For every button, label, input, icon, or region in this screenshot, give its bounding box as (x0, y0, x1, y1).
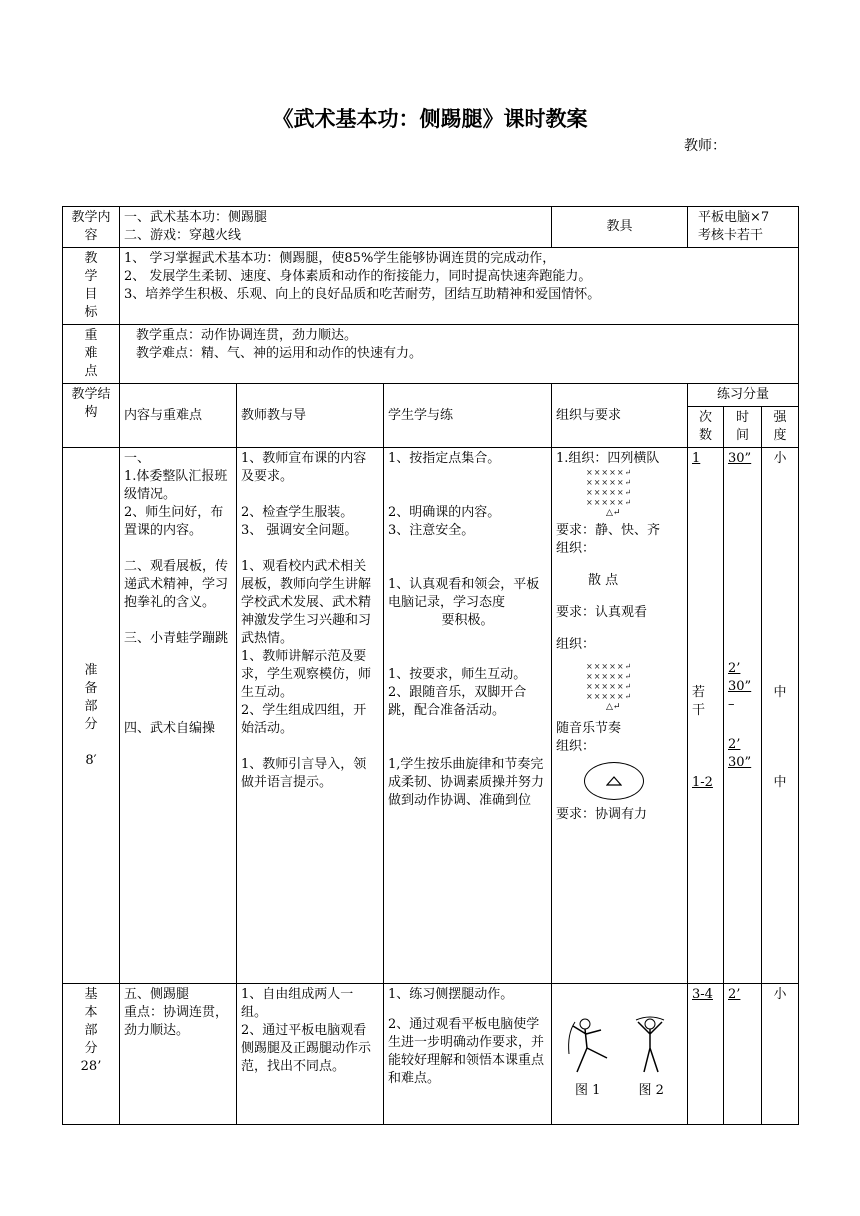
prep-org: 1.组织：四列横队 ×××××↵ ×××××↵ ×××××↵ ×××××↵ △↵ 要求：静、快、齐 组织： 散 点 要求：认真观看 组织： ×××××↵ ×××××↵ ×××××↵ ×××××↵ △↵ 随音乐节奏 组织： 要求：协调有力 (552, 448, 688, 984)
figure-2: 图 2 (628, 1014, 674, 1100)
keypoint-item: 教学重点：动作协调连贯，劲力顺达。 (136, 328, 358, 343)
goals-cell (120, 248, 799, 325)
prep-teacher: 1、教师宣布课的内容及要求。 2、检查学生服装。 3、 强调安全问题。 1、观看校内武术相关展板，教师向学生讲解学校武术发展、武术精神激发学生习兴趣和习武热情。 1、教师讲解示范及要求，学生观察模仿，师生互动。 2、学生组成四组，开始活动。 1、教师引言导入，领做并语言提示。 (237, 448, 384, 984)
formation-grid-1: ×××××↵ ×××××↵ ×××××↵ ×××××↵ △↵ (556, 468, 683, 518)
header-structure: 教学结构 (63, 384, 120, 448)
basic-intensity: 小 (762, 984, 799, 1125)
content-item: 一、武术基本功：侧踢腿 (124, 210, 268, 225)
header-student: 学生学与练 (384, 384, 552, 448)
formation-grid-2: ×××××↵ ×××××↵ ×××××↵ ×××××↵ △↵ (556, 662, 683, 712)
header-teacher: 教师教与导 (237, 384, 384, 448)
basic-times: 3-4 (688, 984, 724, 1125)
basic-teacher: 1、自由组成两人一组。 2、通过平板电脑观看侧踢腿及正踢腿动作示范，找出不同点。 (237, 984, 384, 1125)
basic-duration: 28’ (80, 1059, 102, 1074)
content-row (63, 207, 799, 248)
content-cell (120, 207, 552, 248)
teacher-triangle-icon: △↵ (606, 508, 621, 518)
content-label: 教学内容 (63, 207, 120, 248)
goal-item: 1、 学习掌握武术基本功：侧踢腿，使85%学生能够协调连贯的完成动作， (124, 251, 556, 266)
basic-student: 1、练习侧摆腿动作。 2、通过观看平板电脑使学生进一步明确动作要求，并能较好理解和领悟本课重点和难点。 (384, 984, 552, 1125)
header-load: 练习分量 (688, 384, 799, 407)
header-intensity: 强 度 (762, 407, 799, 448)
lesson-plan-table (62, 206, 799, 1125)
header-times: 次 数 (688, 407, 724, 448)
equip-item: 平板电脑×7 (698, 210, 770, 225)
basic-content: 五、侧踢腿 重点：协调连贯，劲力顺达。 (120, 984, 237, 1125)
prep-row (63, 448, 799, 984)
content-item: 二、游戏：穿越火线 (124, 228, 242, 243)
prep-duration: 8′ (85, 752, 97, 768)
basic-time: 2’ (724, 984, 762, 1125)
basic-org (552, 984, 688, 1125)
prep-times: 1 若 干 1-2 (688, 448, 724, 984)
basic-label: 基 本 部 分 28’ (63, 984, 120, 1125)
keypoint-item: 教学难点：精、气、神的运用和动作的快速有力。 (136, 346, 423, 361)
side-kick-figure-icon (565, 1014, 611, 1076)
prep-time: 30” 2’ 30” – 2’ 30” (724, 448, 762, 984)
document-title: 《武术基本功：侧踢腿》课时教案 (272, 106, 588, 131)
front-kick-figure-icon (628, 1014, 674, 1076)
equip-label: 教具 (552, 207, 688, 248)
goals-row (63, 248, 799, 325)
goal-item: 3、培养学生积极、乐观、向上的良好品质和吃苦耐劳，团结互助精神和爱国情怀。 (124, 287, 601, 302)
equip-cell (688, 207, 799, 248)
circle-formation-icon (584, 762, 644, 800)
teacher-triangle-icon: △↵ (606, 702, 621, 712)
basic-row (63, 984, 799, 1125)
prep-intensity: 小 中 中 (762, 448, 799, 984)
header-content: 内容与重难点 (120, 384, 237, 448)
prep-content: 一、 1.体委整队汇报班级情况。 2、师生问好，布置课的内容。 二、观看展板，传递武术精神，学习抱拳礼的含义。 三、小青蛙学蹦跳 四、武术自编操 (120, 448, 237, 984)
figure-1: 图 1 (565, 1014, 611, 1100)
goal-item: 2、 发展学生柔韧、速度、身体素质和动作的衔接能力，同时提高快速奔跑能力。 (124, 269, 592, 284)
prep-label: 准 备 部 分 8′ (63, 448, 120, 984)
teacher-label: 教师： (684, 138, 726, 154)
goals-label: 教 学 目 标 (63, 248, 120, 325)
prep-student: 1、按指定点集合。 2、明确课的内容。 3、注意安全。 1、认真观看和领会，平板电脑记录，学习态度 要积极。 1、按要求，师生互动。 2、跟随音乐，双脚开合跳，配合准备活动。 1,学生按乐曲旋律和节奏完成柔韧、协调素质操并努力做到动作协调、准确到位 (384, 448, 552, 984)
header-time: 时 间 (724, 407, 762, 448)
keypoints-label: 重 难 点 (63, 325, 120, 384)
header-row (63, 384, 799, 407)
equip-item: 考核卡若干 (698, 228, 764, 243)
header-org: 组织与要求 (552, 384, 688, 448)
keypoints-cell (120, 325, 799, 384)
keypoints-row (63, 325, 799, 384)
